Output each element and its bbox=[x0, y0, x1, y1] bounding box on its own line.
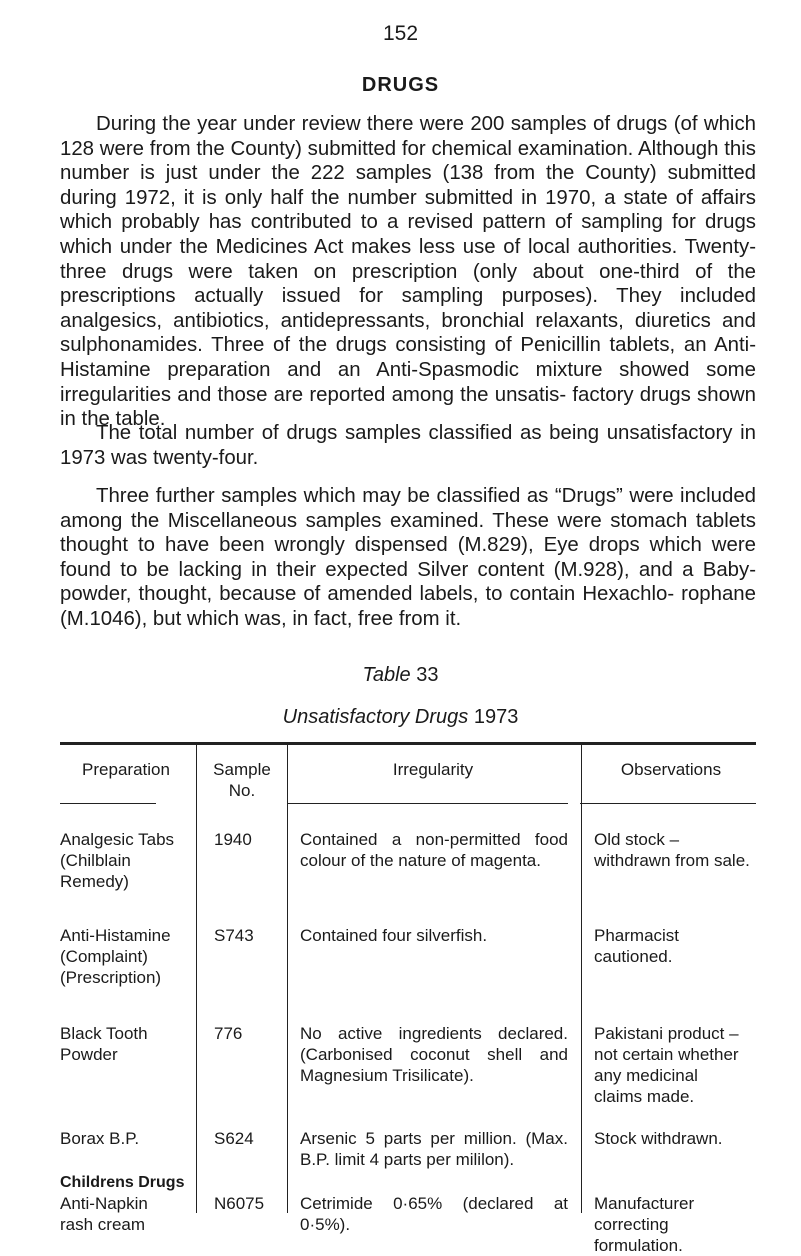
row2-preparation: Anti-Histamine (Complaint) (Prescription) bbox=[60, 926, 171, 987]
row2-irregularity: Contained four silverfish. bbox=[300, 926, 488, 945]
row5-observations: Manufacturer correcting formulation. bbox=[594, 1194, 695, 1255]
table-top-rule bbox=[60, 742, 756, 745]
row4-observations: Stock withdrawn. bbox=[594, 1129, 723, 1148]
row5-sample-no: N6075 bbox=[214, 1194, 265, 1213]
table-subtitle-text: Unsatisfactory Drugs bbox=[282, 706, 469, 728]
header-rule-1 bbox=[60, 803, 156, 804]
column-divider-3 bbox=[581, 745, 582, 1213]
paragraph-1: During the year under review there were 200 samples of drugs (of which 128 were from the County) submitted for chemical examination. Although this number is just under the 222 samples (138 from the County) submitted during 1972, it is only half the number submitted in 1970, a state of affairs which probably has contributed to a revised pattern of sampling for drugs which under the Medicines Act makes less use of local authorities. Twenty-three drugs were taken on prescription (only about one-third of the prescriptions actually issued for sampling purposes). They included analgesics, antibiotics, antidepressants, bronchial relaxants, diuretics and sulphonamides. Three of the drugs consisting of Penicillin tablets, an Anti-Histamine preparation and an Anti-Spasmodic mixture showed some irregularities and those are reported among the unsatis- factory drugs shown in the table. bbox=[60, 113, 756, 431]
row4-preparation: Borax B.P. bbox=[60, 1129, 140, 1148]
row4-irregularity: Arsenic 5 parts per million. (Max. B.P. limit 4 parts per mililon). bbox=[300, 1129, 568, 1169]
row5-preparation: Anti-Napkin rash cream bbox=[60, 1194, 148, 1234]
row5-irregularity: Cetrimide 0·65% (declared at 0·5%). bbox=[300, 1194, 568, 1234]
section-heading: DRUGS bbox=[361, 74, 440, 96]
row2-sample-no: S743 bbox=[214, 926, 254, 945]
header-observations: Observations bbox=[620, 760, 722, 779]
paragraph-3: Three further samples which may be classified as “Drugs” were included among the Miscellaneous samples examined. These were stomach tablets thought to have been wrongly dispensed (M.829), Eye drops which were found to be lacking in their expected Silver content (M.928), and a Baby-powder, thought, because of amended labels, to contain Hexachlo- rophane (M.1046), but which was, in fact, free from it. bbox=[60, 485, 756, 630]
table-title bbox=[0, 664, 801, 687]
row3-preparation: Black Tooth Powder bbox=[60, 1024, 148, 1064]
table-number: 33 bbox=[416, 664, 439, 686]
page-number: 152 bbox=[382, 22, 419, 45]
row1-sample-no: 1940 bbox=[214, 830, 252, 849]
header-irregularity: Irregularity bbox=[392, 760, 474, 779]
group-label-childrens-drugs: Childrens Drugs bbox=[60, 1174, 185, 1191]
table-subtitle bbox=[0, 706, 801, 729]
row3-observations: Pakistani product – not certain whether any medicinal claims made. bbox=[594, 1024, 739, 1106]
column-divider-2 bbox=[287, 745, 288, 1213]
paragraph-2: The total number of drugs samples classified as being unsatisfactory in 1973 was twenty-four. bbox=[60, 422, 756, 469]
row3-irregularity: No active ingredients declared. (Carbonised coconut shell and Magnesium Trisilicate). bbox=[300, 1024, 568, 1085]
row1-preparation: Analgesic Tabs (Chilblain Remedy) bbox=[60, 830, 175, 891]
row3-sample-no: 776 bbox=[214, 1024, 243, 1043]
header-rule-2 bbox=[288, 803, 568, 804]
row2-observations: Pharmacist cautioned. bbox=[594, 926, 680, 966]
column-divider-1 bbox=[196, 745, 197, 1213]
header-rule-3 bbox=[580, 803, 756, 804]
header-sample-no: Sample No. bbox=[213, 760, 271, 800]
row4-sample-no: S624 bbox=[214, 1129, 254, 1148]
table-label: Table bbox=[362, 664, 411, 686]
header-preparation: Preparation bbox=[82, 760, 170, 779]
row1-observations: Old stock – withdrawn from sale. bbox=[594, 830, 750, 870]
table-year: 1973 bbox=[473, 706, 519, 728]
row1-irregularity: Contained a non-permitted food colour of the nature of magenta. bbox=[300, 830, 568, 870]
